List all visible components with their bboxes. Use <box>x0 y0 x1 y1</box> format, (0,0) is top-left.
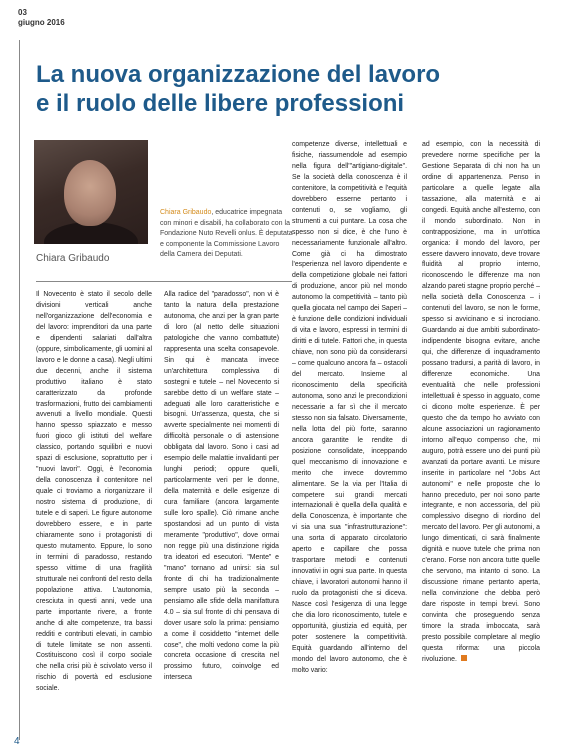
photo-face <box>64 160 116 226</box>
bio-text: , educatrice impegnata con minori e disabili, ha collaborato con la Fondazione Nuto Revelli onlus. È deputata e componente la Commissione Lavoro della Camera dei Deputati. <box>160 209 293 258</box>
author-bio <box>160 208 295 261</box>
text-column-1: Il Novecento è stato il secolo delle divisioni verticali anche nell'organizzazione dell'economia e del lavoro: imprenditori da una parte e dipendenti salariati dall'altra (oppure, simbolicamente, gli uomini al lavoro e le donne a casa). Negli ultimi due decenni, anche il sistema produttivo italiano è stato caratterizzato da profonde trasformazioni, frutto dei cambiamenti avvenuti a livello mondiale. Questi hanno spesso spiazzato e messo fuori gioco gli istituti del welfare classico, portando squilibri e nuovi spazi di esclusione, soprattutto per i "nuovi lavori". Oggi, è l'economia della conoscenza il contenitore nel quale ci troviamo a riorganizzare il nostro sistema di produzione, di tutele e di saperi. Le figure autonome dovrebbero essere, e in parte chiaramente sono i protagonisti di questo mutamento. Eppure, lo sono in termini di paradosso, restando spesso vittime di una fragilità strutturale nei confronti del resto della popolazione attiva. L'autonomia, cresciuta in questi anni, vede una parte importante rivere, a fronte anche di alte competenze, tra bassi redditi e contributi elevati, in cambio di tutele limitate se non assenti. Costituiscono così il corpo sociale che nella crisi più è scivolato verso il rischio di povertà ed esclusione sociale. <box>36 291 152 693</box>
end-mark-icon <box>461 655 467 661</box>
text-column-4 <box>422 140 540 740</box>
margin-rule <box>19 40 20 740</box>
article-title <box>36 60 566 118</box>
issue-number: 03 <box>18 8 27 17</box>
photo-caption: Chiara Gribaudo <box>36 253 110 264</box>
issue-info <box>18 8 65 28</box>
column-4-text: ad esempio, con la necessità di prevedere norme specifiche per la Gestione Separata di chi non ha un ordine di appartenenza. Penso in particolare a quelle legate alla tassazione, alla maternità e ai congedi. Equità anche all'esterno, con il mondo subordinato. Non in contrapposizione, ma in un'ottica organica: il mondo del lavoro, per essere davvero innovato, deve trovare fluidità al proprio interno, riconoscendo le differenze ma non alzando pareti stagne proprio perché – nella società della Conoscenza – i contenuti del lavoro, se non le forme, spesso si avvicinano e si incrociano. Guardando ai due ambiti subordinato-indipendente bisogna evitare, anche qui, che differenze di inquadramento possano tradursi, a parità di lavoro, in differenze economiche. Una eventualità che nelle professioni intellettuali è spesso in agguato, come ci dicono molte esperienze. È per questo che da tempo ho avviato con alcune associazioni un ragionamento intorno all'equo compenso che, mi auguro, potrà essere uno dei punti più avanzati da portare avanti. Le misure inserite in particolare nel "Jobs Act autonomi" e nelle proposte che lo hanno preceduto, per noi sono parte integrante, e non accessoria, del più complessivo disegno di riordino del mercato del lavoro. Per gli autonomi, a lungo dimenticati, ci sarà finalmente dignità e nuove tutele che prima non c'erano. Forse non ancora tutte quelle che servono, ma intanto ci sono. La discussione rimane pertanto aperta, nella convinzione che debba però dare risposte in tempi brevi. Sono convinta che proseguendo senza timore la strada imboccata, sarà presto possibile completare al meglio questa riforma: una piccola rivoluzione. <box>422 141 540 663</box>
page-number: 4 <box>14 736 20 747</box>
author-photo <box>34 140 148 244</box>
issue-date: giugno 2016 <box>18 18 65 27</box>
text-column-2: Alla radice del "paradosso", non vi è tanto la natura della prestazione autonoma, che anzi per la gran parte di loro (al netto delle situazioni patologiche che vanno combattute) rappresenta una scelta consapevole. Sin qui è mancata invece un'architettura complessiva di sostegni e tutele – nel Novecento si sarebbe detto di un welfare state – adeguati alle loro caratteristiche e bisogni. Un'assenza, questa, che si avverte specialmente nei momenti di difficoltà personale o di astensione obbligata dal lavoro. Sono i casi ad esempio delle malattie invalidanti per lunghi periodi; oppure quelli, particolarmente veri per le donne, della maternità e delle esigenze di cura familiare (ancora largamente sulle loro spalle). Ciò rimane anche spostandosi ad un punto di vista meramente "produttivo", dove ormai non regge più una distinzione rigida tra ideatori ed esecutori. "Mente" e "mano" tornano ad unirsi: sia sul fronte di chi ha tradizionalmente sempre usato più la seconda – pensiamo alle sfide della manifattura 4.0 – sia sul fronte di chi pensava di dover usare solo la prima: pensiamo a come il cosiddetto "internet delle cose", che molti vedono come la più concreta occasione di crescita nel prossimo futuro, coinvolge ed interseca <box>164 291 279 682</box>
bio-author-name: Chiara Gribaudo <box>160 209 212 216</box>
title-line-2: e il ruolo delle libere professioni <box>36 90 405 117</box>
title-line-1: La nuova organizzazione del lavoro <box>36 61 441 88</box>
bio-divider <box>36 281 292 282</box>
text-column-3: competenze diverse, intellettuali e fisiche, riassumendole ad esempio nella figura dell'"artigiano-digitale". Se la società della conoscenza è il contenitore, la competitività e l'equità dovrebbero esserne pertanto i contenuti o, se vogliamo, gli strumenti a cui puntare. La cosa che spesso non si dice, è che l'uno è necessariamente funzionale all'altro. Come già ci ha dimostrato l'esperienza nel lavoro dipendente e della competizione globale nei fattori di produzione, ancor più nel mondo autonomo la competitività – tanto più quella giocata nel campo dei Saperi – è funzione delle condizioni individuali di vita e lavoro, espressi in termini di diritti e di tutele. Fattori che, in questa chiave, non sono più da considerarsi – come qualcuno ancora fa – ostacoli del mercato. Insieme al riconoscimento della specificità autonoma, sono anzi le precondizioni necessarie a far sì che il mercato stesso non sia falsato. Diversamente, nella lotta del più forte, saranno ancora garantite le rendite di posizione consolidate, inceppando quel meccanismo di innovazione e merito che invece dovremmo alimentare. Se la via per l'Italia di competere sui grandi mercati internazionali è quella della qualità e della Conoscenza, è importante che vi sia una sua "infrastrutturazione": una sorta di apparato circolatorio aperto e capillare che possa trasportare metodi e contenuti innovativi in ogni sua parte. In questa chiave, i lavoratori autonomi hanno il ruolo da protagonisti che si diceva. Nasce così l'esigenza di una legge che dia loro riconoscimento, tutele e opportunità, giustizia ed equità, per poter sostenere la competitività. Equità guardando all'interno del mondo del lavoro autonomo, che è molto vario: <box>292 141 407 674</box>
